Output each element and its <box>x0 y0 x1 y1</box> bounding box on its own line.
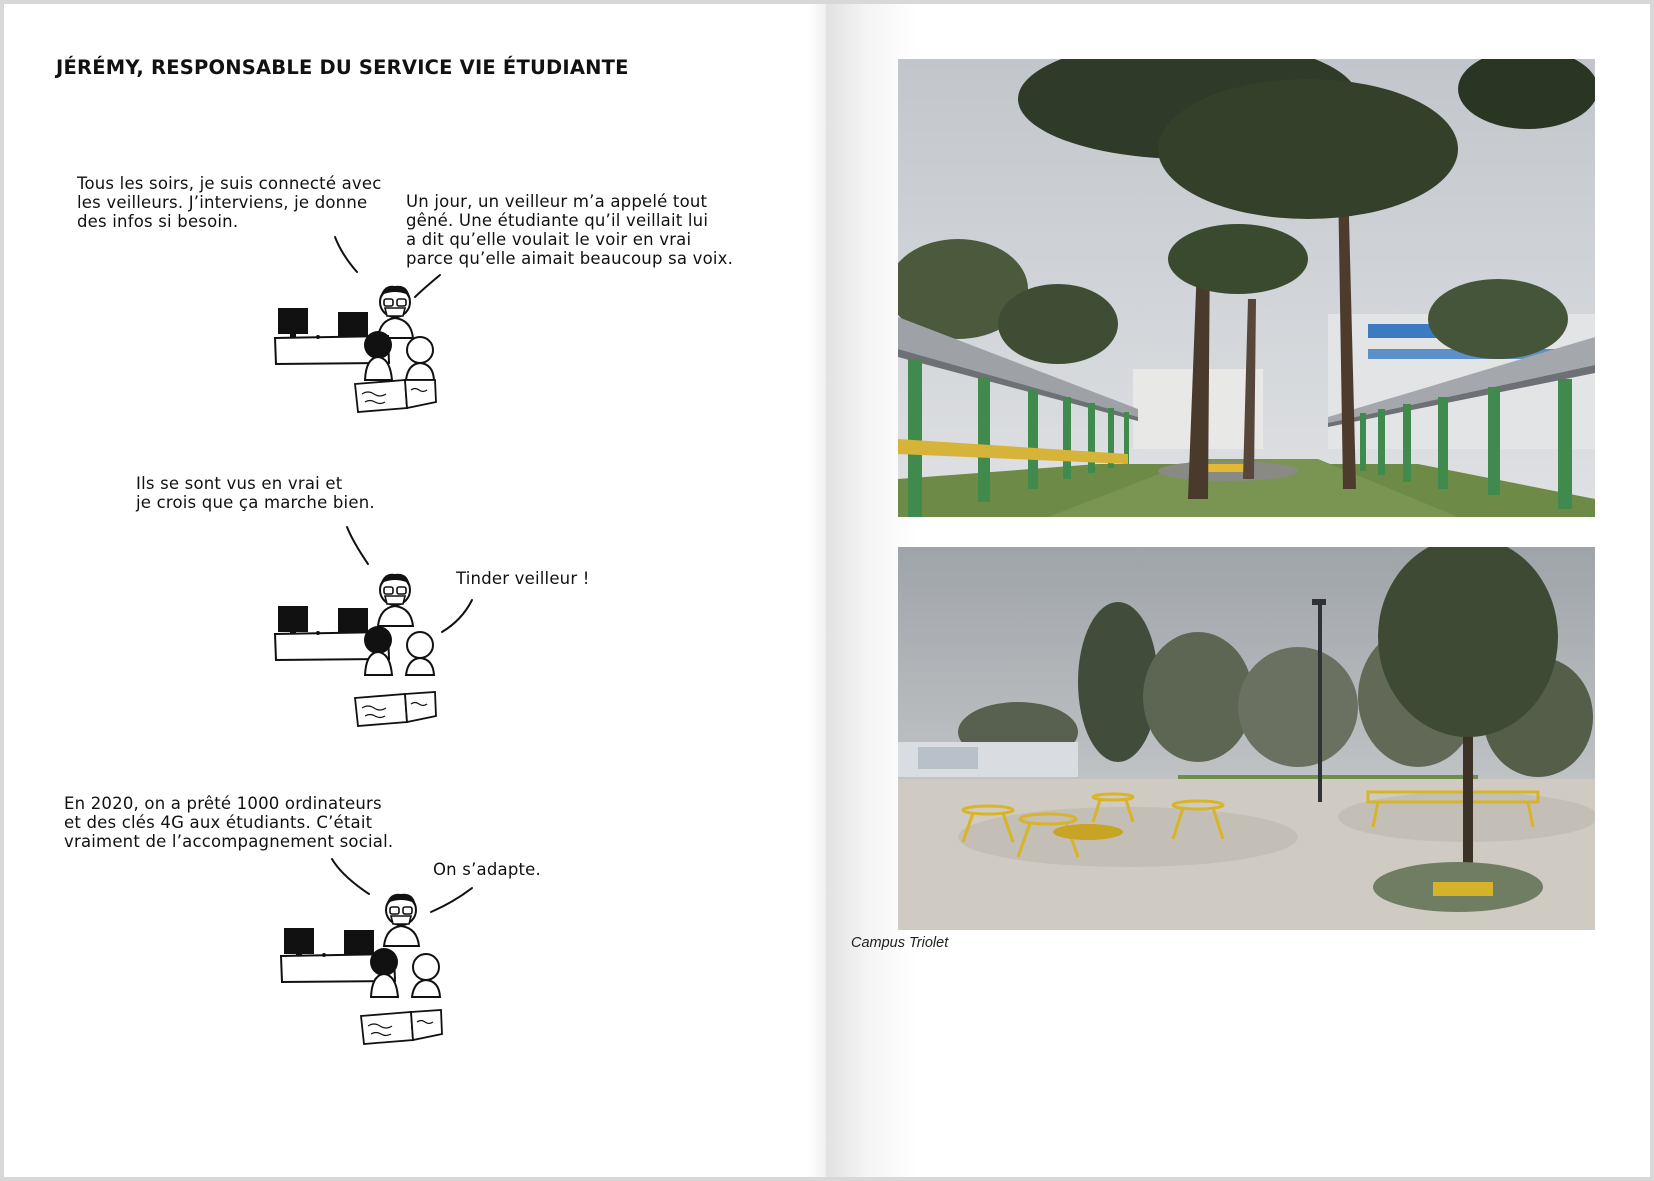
speech-tail-right <box>415 275 440 297</box>
speech-text-3: Ils se sont vus en vrai et je crois que ça marche bien. <box>136 474 375 512</box>
speech-text-6: On s’adapte. <box>433 860 541 879</box>
comic-panel-1 <box>270 230 500 445</box>
speech-tail-left <box>332 859 369 894</box>
student-light-hair <box>406 337 434 380</box>
character-jeremy <box>378 286 413 338</box>
speech-text-4: Tinder veilleur ! <box>456 569 590 588</box>
speech-tail-left <box>335 237 357 272</box>
book-gutter <box>808 4 826 1177</box>
campus-photo-walkways <box>898 59 1595 517</box>
speech-text-1: Tous les soirs, je suis connecté avec les veilleurs. J’interviens, je donne des infos si besoin. <box>77 174 382 231</box>
campus-photo-plaza <box>898 547 1595 930</box>
page-heading: JÉRÉMY, RESPONSABLE DU SERVICE VIE ÉTUDIANTE <box>56 56 629 79</box>
speech-text-5: En 2020, on a prêté 1000 ordinateurs et des clés 4G aux étudiants. C’était vraiment de l’accompagnement social. <box>64 794 394 851</box>
comic-panel-2 <box>270 520 500 735</box>
cardboard-boxes <box>355 380 436 412</box>
comic-panel-3 <box>276 852 506 1052</box>
speech-tail-right <box>442 600 472 632</box>
speech-text-2: Un jour, un veilleur m’a appelé tout gêné. Une étudiante qu’il veillait lui a dit qu’elle voulait le voir en vrai parce qu’elle aimait beaucoup sa voix. <box>406 192 734 268</box>
speech-tail-left <box>347 527 368 564</box>
speech-tail-right <box>431 888 472 912</box>
photo-caption: Campus Triolet <box>851 935 949 951</box>
